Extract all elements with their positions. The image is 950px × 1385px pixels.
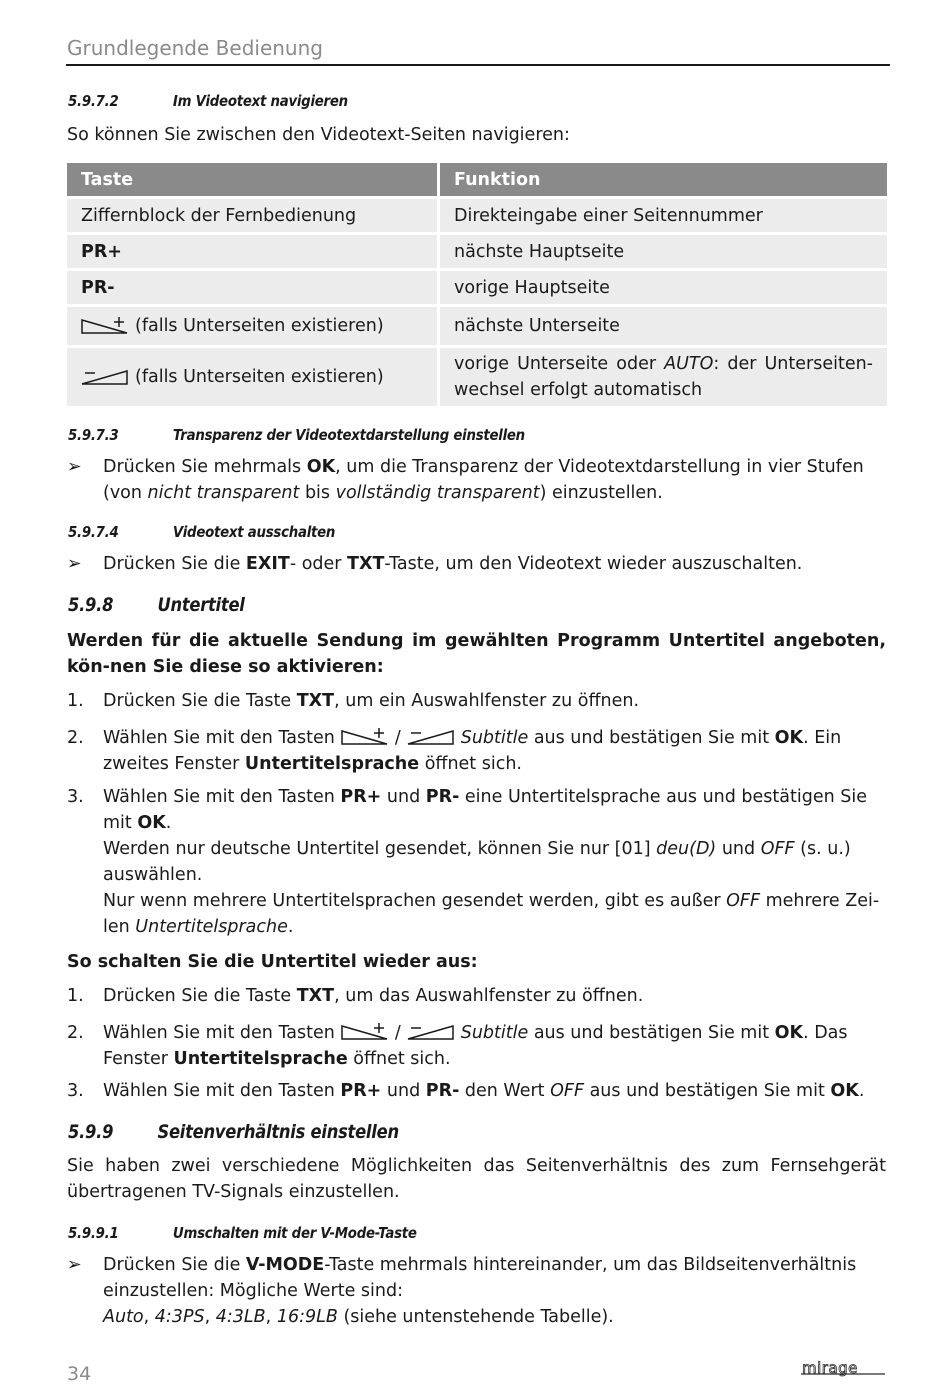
text-run: Wählen Sie mit den Tasten: [103, 1081, 341, 1101]
running-head: Grundlegende Bedienung: [67, 36, 323, 60]
item-number: 1.: [67, 691, 84, 711]
text-run: und: [381, 1081, 426, 1101]
text-run: vorige Unterseite oder: [454, 354, 665, 374]
subpage-next-icon: [341, 727, 389, 747]
key-ok: OK: [830, 1081, 859, 1101]
section-number: 5.9.8: [68, 594, 114, 616]
section-number: 5.9.9.1: [68, 1224, 119, 1242]
section-title: Im Videotext navigieren: [172, 92, 348, 110]
text-run: ) einzustellen.: [539, 483, 663, 503]
section-title: Seitenverhältnis einstellen: [157, 1121, 399, 1143]
item-number: 1.: [67, 986, 84, 1006]
heading-5973: [68, 426, 525, 444]
text-run: . Das Fenster: [103, 1023, 848, 1069]
mirage-logo-icon: [800, 1360, 886, 1382]
table-cell-key: PR-: [67, 271, 437, 304]
bullet-item: [67, 1252, 886, 1330]
mode-value: 4:3LB: [215, 1307, 266, 1327]
text-run: : der Unterseiten-wechsel erfolgt automatisch: [454, 354, 873, 400]
mode-value: Auto: [103, 1307, 144, 1327]
table-cell-key: Ziffernblock der Fernbedienung: [67, 199, 437, 232]
table-header-key: Taste: [67, 163, 437, 196]
section-number: 5.9.7.2: [68, 92, 119, 110]
table-cell-key: [67, 307, 437, 345]
heading-5972: [68, 92, 348, 110]
text-run: -Taste, um den Videotext wieder auszuschalten.: [384, 554, 803, 574]
key-condition: (falls Unterseiten existieren): [135, 316, 384, 336]
key-ok: OK: [774, 1023, 804, 1043]
key-exit: EXIT: [245, 554, 290, 574]
table-cell-function: [440, 348, 887, 406]
subpage-next-icon: [341, 1022, 389, 1042]
separator: ,: [143, 1307, 155, 1327]
key-txt: TXT: [296, 691, 335, 711]
page-number: 34: [67, 1363, 92, 1385]
subpage-prev-icon: [407, 727, 455, 747]
text-run: Drücken Sie die Taste: [103, 691, 297, 711]
heading-599: [68, 1121, 399, 1143]
text-run: (siehe untenstehende Tabelle).: [337, 1307, 614, 1327]
text-run: öffnet sich.: [347, 1049, 451, 1069]
text-run: Wählen Sie mit den Tasten: [103, 1023, 335, 1043]
auto-term: AUTO: [664, 354, 714, 374]
mode-value: 4:3PS: [154, 1307, 205, 1327]
key-txt: TXT: [296, 986, 335, 1006]
section-number: 5.9.7.4: [68, 523, 119, 541]
table-row: [67, 307, 887, 345]
key-pr-plus: PR+: [340, 787, 382, 807]
item-number: 3.: [67, 1081, 84, 1101]
key-ok: OK: [306, 457, 336, 477]
table-row: [67, 271, 887, 304]
italic-term: OFF: [760, 839, 795, 859]
list-item: [67, 688, 886, 714]
list-item: [67, 1020, 886, 1072]
table-row: [67, 199, 887, 232]
text-run: aus und bestätigen Sie mit: [528, 1023, 775, 1043]
bullet-arrow-icon: ➢: [67, 1255, 82, 1275]
text-run: Nur wenn mehrere Untertitelsprachen gesendet werden, gibt es außer: [103, 891, 727, 911]
key-v-mode: V-MODE: [245, 1255, 325, 1275]
heading-5974: [68, 523, 335, 541]
key-pr-minus: PR-: [425, 787, 460, 807]
text-run: Werden nur deutsche Untertitel gesendet, können Sie nur [01]: [103, 839, 657, 859]
bullet-arrow-icon: ➢: [67, 554, 82, 574]
subpage-prev-icon: [407, 1022, 455, 1042]
key-pr-minus: PR-: [425, 1081, 460, 1101]
italic-term: nicht transparent: [147, 483, 300, 503]
slash: /: [394, 728, 401, 748]
text-run: und: [716, 839, 761, 859]
text-run: -Taste mehrmals hintereinander, um das Bildseitenverhältnis einzustellen: Mögliche Werte sind:: [103, 1255, 857, 1301]
window-name: Untertitelsprache: [173, 1049, 348, 1069]
text-run: .: [287, 917, 294, 937]
bullet-item: [67, 551, 886, 577]
section-title: Videotext ausschalten: [172, 523, 336, 541]
text-run: Drücken Sie die: [103, 1255, 246, 1275]
text-run: Drücken Sie mehrmals: [103, 457, 307, 477]
header-rule: [66, 64, 890, 66]
section-title: Untertitel: [157, 594, 245, 616]
italic-term: vollständig transparent: [335, 483, 540, 503]
slash: /: [394, 1023, 401, 1043]
key-ok: OK: [774, 728, 804, 748]
text-run: - oder: [289, 554, 348, 574]
table-cell-function: nächste Hauptseite: [440, 235, 887, 268]
subtitle-term: Subtitle: [460, 1023, 529, 1043]
text-run: Wählen Sie mit den Tasten: [103, 787, 341, 807]
section-number: 5.9.9: [68, 1121, 114, 1143]
text-run: aus und bestätigen Sie mit: [584, 1081, 831, 1101]
separator: ,: [265, 1307, 277, 1327]
text-run: öffnet sich.: [419, 754, 522, 774]
table-header-row: [67, 163, 887, 196]
window-name: Untertitelsprache: [244, 754, 420, 774]
italic-term: Untertitelsprache: [135, 917, 288, 937]
text-run: , um die Transparenz der Videotextdarstellung in vier Stufen (von: [103, 457, 864, 503]
list-item: [67, 983, 886, 1009]
text-run: aus und bestätigen Sie mit: [528, 728, 775, 748]
heading-5991: [68, 1224, 417, 1242]
table-cell-function: vorige Hauptseite: [440, 271, 887, 304]
list-item: [67, 725, 886, 777]
item-number: 2.: [67, 728, 84, 748]
text-run: den Wert: [459, 1081, 551, 1101]
table-cell-function: Direkteingabe einer Seitennummer: [440, 199, 887, 232]
subpage-prev-icon: [81, 367, 129, 387]
text-run: , um ein Auswahlfenster zu öffnen.: [334, 691, 640, 711]
separator: ,: [204, 1307, 216, 1327]
key-function-table: [67, 163, 887, 409]
text-run: bis: [299, 483, 336, 503]
italic-term: OFF: [726, 891, 761, 911]
table-row: [67, 348, 887, 406]
subpage-next-icon: [81, 316, 129, 336]
text-run: .: [858, 1081, 865, 1101]
text-run: (s. u.) auswählen.: [103, 839, 851, 885]
bullet-item: [67, 454, 886, 506]
table-header-function: Funktion: [440, 163, 887, 196]
key-txt: TXT: [347, 554, 385, 574]
italic-term: deu(D): [656, 839, 717, 859]
section-title: Umschalten mit der V-Mode-Taste: [172, 1224, 417, 1242]
section-title: Transparenz der Videotextdarstellung einstellen: [172, 426, 525, 444]
body-paragraph: Sie haben zwei verschiedene Möglichkeiten das Seitenverhältnis des zum Fernsehgerät übertragenen TV-Signals einzustellen.: [67, 1156, 886, 1202]
heading-598: [68, 594, 245, 616]
list-item: [67, 784, 886, 940]
item-number: 2.: [67, 1023, 84, 1043]
text-run: . Ein zweites Fenster: [103, 728, 842, 774]
key-condition: (falls Unterseiten existieren): [135, 367, 384, 387]
key-pr-plus: PR+: [340, 1081, 382, 1101]
list-item: [67, 1078, 886, 1104]
italic-term: OFF: [550, 1081, 585, 1101]
table-row: [67, 235, 887, 268]
text-run: Drücken Sie die: [103, 554, 246, 574]
intro-paragraph: So können Sie zwischen den Videotext-Seiten navigieren:: [67, 125, 570, 145]
text-run: Drücken Sie die Taste: [103, 986, 297, 1006]
subtitle-term: Subtitle: [460, 728, 529, 748]
logo-text: mirage: [802, 1360, 858, 1377]
mode-value: 16:9LB: [276, 1307, 338, 1327]
text-run: und: [381, 787, 426, 807]
text-run: mehrere Zei-len: [103, 891, 880, 937]
lead-paragraph: Werden für die aktuelle Sendung im gewählten Programm Untertitel angeboten, kön-nen Sie diese so aktivieren:: [67, 631, 886, 677]
text-run: Wählen Sie mit den Tasten: [103, 728, 335, 748]
table-cell-key: PR+: [67, 235, 437, 268]
text-run: , um das Auswahlfenster zu öffnen.: [334, 986, 644, 1006]
table-cell-key: [67, 348, 437, 406]
table-cell-function: nächste Unterseite: [440, 307, 887, 345]
text-run: .: [165, 813, 172, 833]
item-number: 3.: [67, 787, 84, 807]
key-ok: OK: [137, 813, 166, 833]
section-number: 5.9.7.3: [68, 426, 119, 444]
text-run: eine Untertitelsprache aus und bestätigen Sie mit: [103, 787, 867, 833]
sub-heading: So schalten Sie die Untertitel wieder aus:: [67, 952, 478, 972]
bullet-arrow-icon: ➢: [67, 457, 82, 477]
